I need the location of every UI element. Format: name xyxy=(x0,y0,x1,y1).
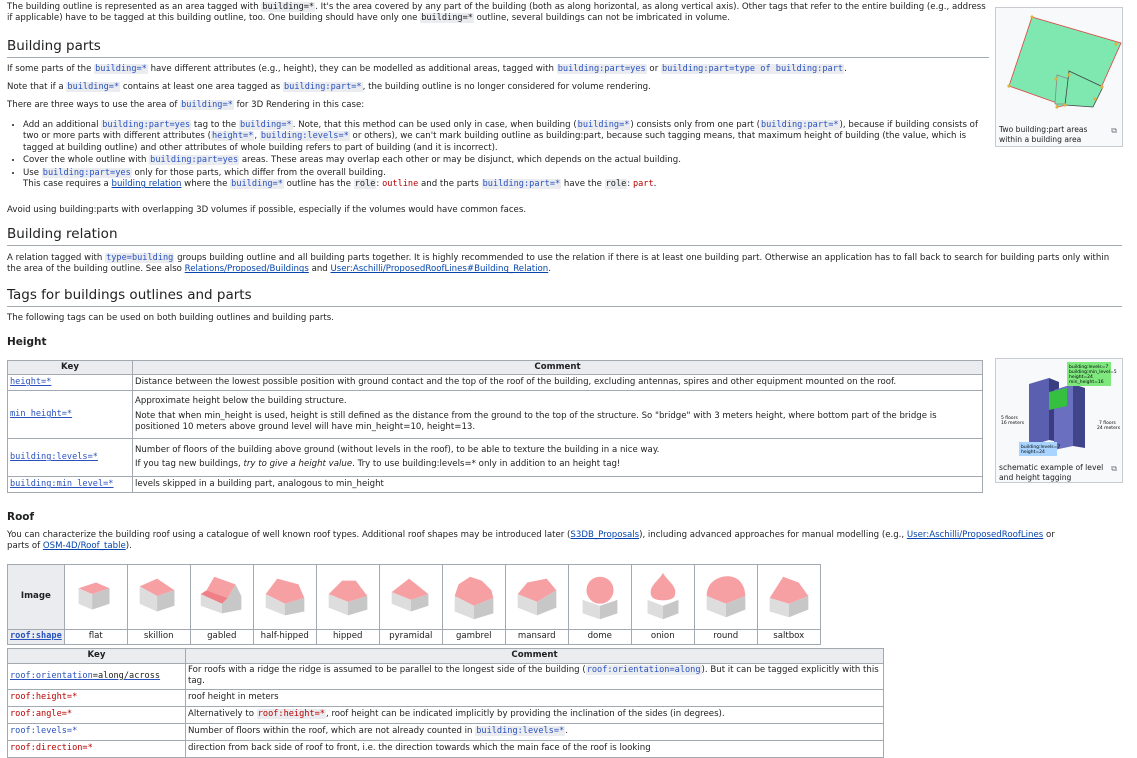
col-comment: Comment xyxy=(133,361,983,375)
tags-paragraph: The following tags can be used on both building outlines and building parts. xyxy=(7,313,334,323)
roof-image-dome[interactable] xyxy=(568,565,631,630)
roof-shape-name: round xyxy=(694,630,757,645)
table-row: roof:levels=* Number of floors within the roof, which are not already counted in building:levels=*. xyxy=(8,723,884,740)
table-row: roof:angle=* Alternatively to roof:height=*, roof height can be indicated implicitly by providing the inclination of the sides (in degrees). xyxy=(8,706,884,723)
heading-height: Height xyxy=(7,336,47,348)
roof-flat-icon xyxy=(67,570,125,624)
roof-shape-name: dome xyxy=(568,630,631,645)
magnify-icon[interactable]: ⧉ xyxy=(1111,126,1117,136)
relation-paragraph: A relation tagged with type=building groups building outline and all building parts together. It is highly recommended to use the relation if there is at least one building part. Otherwise an application has to fall back to search for building parts only within the area of the building outline. See also Relations/Proposed/Buildings and User:Aschilli/ProposedRoofLines#Building_Relation. xyxy=(7,253,1110,275)
svg-text:min_height=16: min_height=16 xyxy=(1069,380,1104,385)
key-link[interactable]: roof:angle=* xyxy=(10,709,73,720)
col-key: Key xyxy=(8,361,133,375)
roof-shape-name: onion xyxy=(631,630,694,645)
roof-shapes-table xyxy=(7,564,821,645)
svg-text:16 meters: 16 meters xyxy=(1001,421,1025,426)
roof-mansard-icon xyxy=(508,570,566,624)
svg-text:building:min_level=5: building:min_level=5 xyxy=(1069,370,1117,375)
parts-list xyxy=(7,119,991,192)
roof-shape-name: flat xyxy=(64,630,127,645)
col-comment: Comment xyxy=(186,649,884,664)
key-link[interactable]: roof:orientation=along/across xyxy=(10,670,161,681)
svg-text:building:levels=7: building:levels=7 xyxy=(1069,365,1109,370)
table-row: building:levels=* Number of floors of the building above ground (without levels in the roof), to be able to texture the building in a nice way. If you tag new buildings, try to give a height value. Try to use building:levels=* only in addition to an height tag! xyxy=(8,439,983,477)
roof-tags-table xyxy=(7,648,884,758)
roof-shape-name: skillion xyxy=(127,630,190,645)
key-link[interactable]: height=* xyxy=(10,377,52,388)
roof-shape-name: half-hipped xyxy=(253,630,316,645)
svg-text:5 floors: 5 floors xyxy=(1001,416,1018,421)
roof-image-gambrel[interactable] xyxy=(442,565,505,630)
roof-pyramidal-icon xyxy=(382,570,440,624)
roof-image-round[interactable] xyxy=(694,565,757,630)
roof-image-hipped[interactable] xyxy=(316,565,379,630)
link-building-relation[interactable]: building relation xyxy=(111,179,182,190)
magnify-icon[interactable]: ⧉ xyxy=(1111,464,1117,474)
parts-p2: Note that if a building=* contains at least one area tagged as building:part=*, the building outline is no longer considered for volume rendering. xyxy=(7,82,651,92)
roof-image-skillion[interactable] xyxy=(127,565,190,630)
table-row: building:min_level=* levels skipped in a building part, analogous to min_height xyxy=(8,477,983,493)
roof-shape-name: pyramidal xyxy=(379,630,442,645)
roof-image-gabled[interactable] xyxy=(190,565,253,630)
intro-paragraph: The building outline is represented as an area tagged with building=*. It's the area covered by any part of the building (both as along horizontal, as along vertical axis). Other tags that refer to the entire building (e.g., address if applicable) have to be tagged at this building outline, too. One building should have only one building=* outline, several buildings can not be imbricated in volume. xyxy=(7,2,986,24)
heading-building-parts: Building parts xyxy=(7,38,989,58)
roof-skillion-icon xyxy=(130,570,188,624)
image-header: Image xyxy=(8,565,65,630)
level-height-diagram xyxy=(999,362,1119,457)
roof-shape-name: hipped xyxy=(316,630,379,645)
height-table xyxy=(7,360,983,493)
roof-round-icon xyxy=(697,570,755,624)
roof-shape-name: mansard xyxy=(505,630,568,645)
roof-saltbox-icon xyxy=(760,570,818,624)
key-link[interactable]: min_height=* xyxy=(10,409,73,420)
link-relations-proposed-buildings[interactable]: Relations/Proposed/Buildings xyxy=(184,264,309,275)
key-link[interactable]: roof:height=* xyxy=(10,692,78,703)
key-link[interactable]: building:levels=* xyxy=(10,452,98,463)
key-link[interactable]: building:min_level=* xyxy=(10,479,114,490)
svg-text:building:levels=7: building:levels=7 xyxy=(1021,445,1061,450)
roof-shape-link[interactable]: roof:shape xyxy=(10,631,62,642)
building-parts-diagram xyxy=(999,11,1119,119)
roof-shape-name: gambrel xyxy=(442,630,505,645)
thumb-caption: ⧉ Two building:part areas within a building area xyxy=(999,125,1117,145)
roof-image-pyramidal[interactable] xyxy=(379,565,442,630)
table-row: roof:direction=* direction from back side of roof to front, i.e. the direction towards which the main face of the roof is looking xyxy=(8,740,884,757)
table-row: roof:orientation=along/across For roofs with a ridge the ridge is assumed to be parallel to the longest side of the building (roof:orientation=along). But it can be tagged explicitly with this tag. xyxy=(8,664,884,690)
thumb-level-height[interactable] xyxy=(995,358,1123,483)
roof-onion-icon xyxy=(634,570,692,624)
key-link[interactable]: roof:levels=* xyxy=(10,726,78,737)
table-row: min_height=* Approximate height below the building structure. Note that when min_height is used, height is still defined as the distance from the ground to the top of the structure. So "bridge" with 3 meters height, where bottom part of the bridge is positioned 10 meters above ground level will have min_height=10, height=13. xyxy=(8,391,983,439)
link-proposed-roof-lines-relation[interactable]: User:Aschilli/ProposedRoofLines#Building_Relation xyxy=(330,264,549,275)
roof-image-saltbox[interactable] xyxy=(757,565,820,630)
thumb-building-parts[interactable] xyxy=(995,7,1123,147)
roof-half-hipped-icon xyxy=(256,570,314,624)
roof-image-onion[interactable] xyxy=(631,565,694,630)
roof-shape-name: saltbox xyxy=(757,630,820,645)
svg-text:24 meters: 24 meters xyxy=(1097,426,1121,431)
parts-avoid: Avoid using building:parts with overlapping 3D volumes if possible, especially if the volumes would have common faces. xyxy=(7,205,527,215)
key-link[interactable]: roof:direction=* xyxy=(10,743,93,754)
roof-image-half-hipped[interactable] xyxy=(253,565,316,630)
list-item: • Use building:part=yes only for those parts, which differ from the overall building. This case requires a building relation where the building=* outline has the role: outline and the parts building:part=* have the role: part. xyxy=(23,168,991,191)
roof-shape-name: gabled xyxy=(190,630,253,645)
roof-paragraph: You can characterize the building roof using a catalogue of well known roof types. Additional roof shapes may be introduced later (S3DB_Proposals), including advanced approaches for manual modelling (e.g., User:Aschilli/ProposedRoofLines or parts of OSM-4D/Roof_table). xyxy=(7,530,1055,552)
svg-text:height=24: height=24 xyxy=(1021,450,1045,455)
roof-hipped-icon xyxy=(319,570,377,624)
roof-dome-icon xyxy=(571,570,629,624)
link-proposed-roof-lines[interactable]: User:Aschilli/ProposedRoofLines xyxy=(906,530,1044,540)
table-row: height=* Distance between the lowest possible position with ground contact and the top of the roof of the building, excluding antennas, spires and other equipment mounted on the roof. xyxy=(8,375,983,391)
list-item: • Cover the whole outline with building:part=yes areas. These areas may overlap each other or may be disjunct, which depends on the actual building. xyxy=(23,155,991,166)
thumb-caption: ⧉ schematic example of level and height tagging xyxy=(999,463,1117,483)
parts-p3: There are three ways to use the area of building=* for 3D Rendering in this case: xyxy=(7,100,365,110)
link-s3db-proposals[interactable]: S3DB_Proposals xyxy=(570,530,640,540)
svg-text:7 floors: 7 floors xyxy=(1099,421,1116,426)
heading-tags: Tags for buildings outlines and parts xyxy=(7,287,1122,307)
parts-p1: If some parts of the building=* have different attributes (e.g., height), they can be modelled as additional areas, tagged with building:part=yes or building:part=type of building:part. xyxy=(7,64,847,74)
heading-building-relation: Building relation xyxy=(7,226,1122,246)
heading-roof: Roof xyxy=(7,511,35,523)
col-key: Key xyxy=(8,649,186,664)
link-osm4d-roof-table[interactable]: OSM-4D/Roof_table xyxy=(42,541,126,552)
roof-gambrel-icon xyxy=(445,570,503,624)
svg-text:height=24: height=24 xyxy=(1069,375,1093,380)
list-item: • Add an additional building:part=yes tag to the building=*. Note, that this method can be used only in case, when building (building=*) consists only from one part (building:part=*), because if building consists of two or more parts with different attributes (height=*, building:levels=* or others), we can't mark building outline as building:part, because such tagging means, that maximum height of building (the value, which is tagged at building outline) and other attributes of whole building refers to part of building (and it is incorrect). xyxy=(23,120,991,154)
roof-image-flat[interactable] xyxy=(64,565,127,630)
roof-gabled-icon xyxy=(193,570,251,624)
roof-image-mansard[interactable] xyxy=(505,565,568,630)
table-row: roof:height=* roof height in meters xyxy=(8,689,884,706)
